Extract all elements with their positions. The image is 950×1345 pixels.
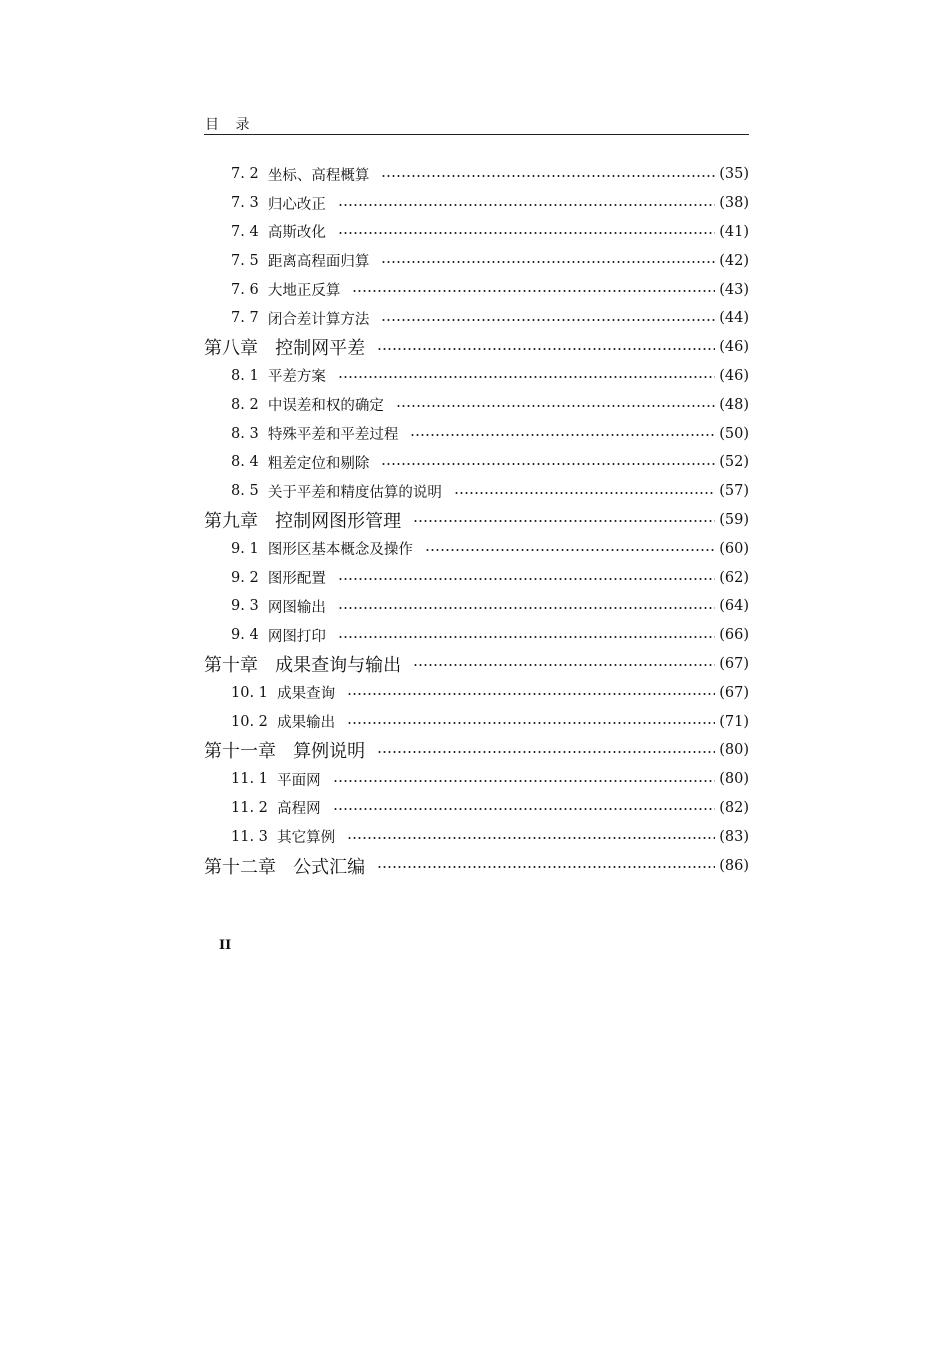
entry-page-number: (59) — [719, 511, 749, 528]
entry-number: 9. 4 — [231, 627, 259, 644]
dot-leader — [377, 866, 715, 868]
dot-leader — [381, 463, 715, 465]
entry-number: 7. 7 — [231, 310, 259, 327]
dot-leader — [347, 693, 715, 695]
toc-section-entry[interactable] — [204, 563, 749, 592]
toc-section-entry[interactable] — [204, 160, 749, 189]
toc-heading: 目 录 — [205, 117, 256, 133]
dot-leader — [413, 664, 715, 666]
toc-section-entry[interactable] — [204, 419, 749, 448]
entry-page-number: (80) — [719, 771, 749, 788]
entry-title: 其它算例 — [277, 830, 336, 847]
entry-title: 闭合差计算方法 — [267, 311, 370, 328]
dot-leader — [410, 434, 715, 436]
toc-section-entry[interactable] — [204, 765, 749, 794]
entry-title: 网图打印 — [267, 628, 326, 645]
dot-leader — [347, 722, 715, 724]
toc-section-entry[interactable] — [204, 304, 749, 333]
entry-number: 11. 1 — [231, 771, 268, 788]
entry-page-number: (62) — [719, 569, 749, 586]
entry-title: 图形区基本概念及操作 — [267, 542, 413, 559]
entry-number: 10. 1 — [231, 684, 268, 701]
toc-chapter-entry[interactable] — [204, 650, 749, 679]
entry-number: 11. 3 — [231, 828, 268, 845]
entry-page-number: (57) — [719, 483, 749, 500]
entry-number: 9. 2 — [231, 569, 259, 586]
entry-number: 9. 3 — [231, 598, 259, 615]
dot-leader — [338, 607, 715, 609]
entry-title: 大地正反算 — [267, 283, 341, 300]
entry-page-number: (42) — [719, 252, 749, 269]
entry-title: 成果输出 — [277, 715, 336, 732]
entry-page-number: (44) — [719, 310, 749, 327]
dot-leader — [338, 204, 715, 206]
entry-title: 高程网 — [277, 801, 321, 818]
dot-leader — [352, 290, 715, 292]
entry-title: 坐标、高程概算 — [267, 167, 370, 184]
entry-page-number: (48) — [719, 396, 749, 413]
entry-number: 7. 4 — [231, 223, 259, 240]
entry-number: 第九章 — [204, 510, 258, 532]
entry-page-number: (66) — [719, 627, 749, 644]
toc-chapter-entry[interactable] — [204, 851, 749, 880]
toc-section-entry[interactable] — [204, 362, 749, 391]
dot-leader — [454, 492, 715, 494]
toc-section-entry[interactable] — [204, 707, 749, 736]
entry-title: 粗差定位和剔除 — [267, 455, 370, 472]
entry-number: 7. 6 — [231, 281, 259, 298]
entry-title: 关于平差和精度估算的说明 — [267, 484, 442, 501]
entry-page-number: (86) — [719, 857, 749, 874]
toc-chapter-entry[interactable] — [204, 736, 749, 765]
entry-title: 中误差和权的确定 — [267, 398, 384, 415]
toc-section-entry[interactable] — [204, 621, 749, 650]
entry-page-number: (35) — [719, 166, 749, 183]
entry-page-number: (52) — [719, 454, 749, 471]
dot-leader — [381, 261, 715, 263]
entry-number: 8. 3 — [231, 425, 259, 442]
entry-page-number: (80) — [719, 742, 749, 759]
entry-title: 平差方案 — [267, 369, 326, 386]
page-number: II — [219, 938, 232, 953]
dot-leader — [377, 348, 715, 350]
entry-number: 8. 1 — [231, 367, 259, 384]
toc-section-entry[interactable] — [204, 218, 749, 247]
dot-leader — [333, 808, 716, 810]
toc-chapter-entry[interactable] — [204, 506, 749, 535]
toc-section-entry[interactable] — [204, 822, 749, 851]
entry-page-number: (46) — [719, 339, 749, 356]
table-of-contents — [204, 160, 749, 880]
entry-page-number: (82) — [719, 799, 749, 816]
dot-leader — [413, 520, 715, 522]
entry-page-number: (60) — [719, 540, 749, 557]
entry-number: 9. 1 — [231, 540, 259, 557]
toc-section-entry[interactable] — [204, 534, 749, 563]
entry-number: 11. 2 — [231, 799, 268, 816]
toc-section-entry[interactable] — [204, 189, 749, 218]
entry-title: 控制网平差 — [275, 338, 366, 360]
entry-page-number: (38) — [719, 195, 749, 212]
toc-section-entry[interactable] — [204, 592, 749, 621]
toc-section-entry[interactable] — [204, 390, 749, 419]
entry-page-number: (46) — [719, 367, 749, 384]
toc-section-entry[interactable] — [204, 448, 749, 477]
toc-section-entry[interactable] — [204, 678, 749, 707]
toc-section-entry[interactable] — [204, 275, 749, 304]
entry-number: 8. 4 — [231, 454, 259, 471]
entry-number: 第十二章 — [204, 856, 276, 878]
entry-page-number: (67) — [719, 684, 749, 701]
dot-leader — [338, 376, 715, 378]
dot-leader — [338, 232, 715, 234]
entry-title: 控制网图形管理 — [275, 510, 402, 532]
entry-page-number: (43) — [719, 281, 749, 298]
entry-page-number: (64) — [719, 598, 749, 615]
entry-number: 7. 3 — [231, 195, 259, 212]
entry-title: 距离高程面归算 — [267, 254, 370, 271]
entry-number: 7. 5 — [231, 252, 259, 269]
entry-page-number: (50) — [719, 425, 749, 442]
dot-leader — [381, 319, 715, 321]
entry-title: 成果查询与输出 — [275, 654, 402, 676]
entry-page-number: (83) — [719, 828, 749, 845]
entry-title: 特殊平差和平差过程 — [267, 427, 399, 444]
dot-leader — [338, 578, 715, 580]
entry-number: 第十章 — [204, 654, 258, 676]
dot-leader — [381, 175, 715, 177]
entry-number: 10. 2 — [231, 713, 268, 730]
entry-number: 7. 2 — [231, 166, 259, 183]
dot-leader — [425, 549, 715, 551]
toc-chapter-entry[interactable] — [204, 333, 749, 362]
entry-number: 8. 5 — [231, 483, 259, 500]
entry-title: 归心改正 — [267, 196, 326, 213]
entry-page-number: (41) — [719, 223, 749, 240]
entry-title: 算例说明 — [293, 741, 366, 763]
entry-page-number: (67) — [719, 655, 749, 672]
entry-title: 成果查询 — [277, 686, 336, 703]
entry-title: 公式汇编 — [293, 856, 366, 878]
entry-title: 平面网 — [277, 772, 321, 789]
entry-page-number: (71) — [719, 713, 749, 730]
dot-leader — [396, 405, 715, 407]
entry-number: 第八章 — [204, 338, 258, 360]
entry-number: 8. 2 — [231, 396, 259, 413]
entry-title: 网图输出 — [267, 599, 326, 616]
entry-title: 图形配置 — [267, 571, 326, 588]
entry-number: 第十一章 — [204, 741, 276, 763]
entry-title: 高斯改化 — [267, 225, 326, 242]
dot-leader — [347, 837, 715, 839]
toc-section-entry[interactable] — [204, 477, 749, 506]
toc-section-entry[interactable] — [204, 246, 749, 275]
dot-leader — [338, 636, 715, 638]
dot-leader — [377, 751, 715, 753]
page-header — [204, 112, 749, 135]
dot-leader — [333, 780, 716, 782]
toc-section-entry[interactable] — [204, 794, 749, 823]
